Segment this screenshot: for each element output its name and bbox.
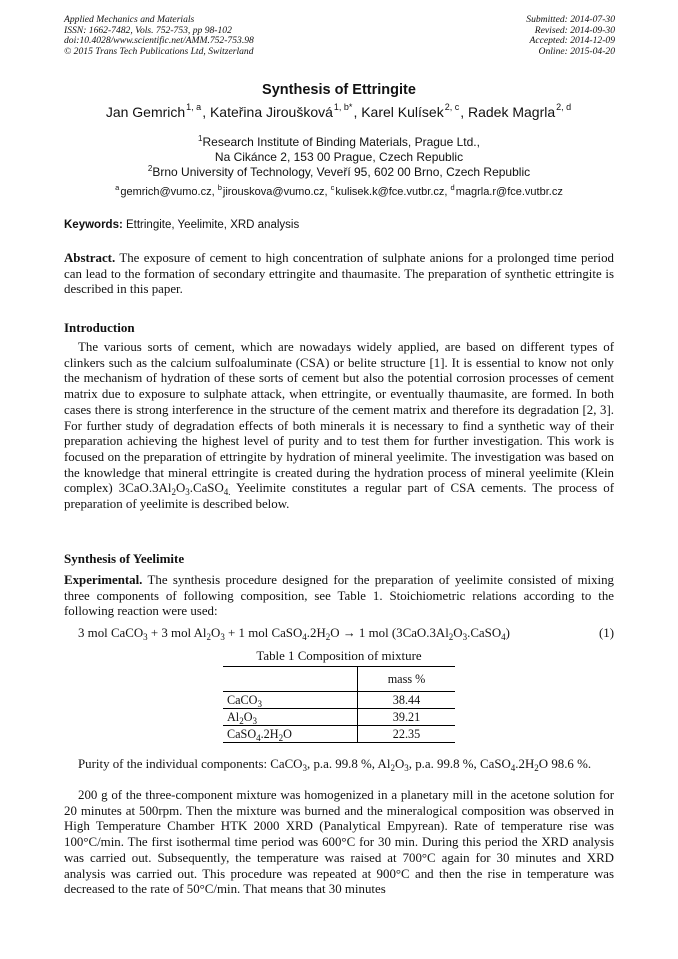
abstract (64, 251, 614, 298)
date-revised: Revised: 2014-09-30 (534, 24, 615, 36)
purity-paragraph: Purity of the individual components: CaCO$_3$, p.a. 99.8 %, $Al_2O_3$, p.a. 99.8 %, $CaSO_4.2H_2O$ 98.6 %. (78, 757, 592, 773)
affiliation-sup: 1 (198, 134, 203, 143)
affiliation-line: Research Institute of Binding Materials, Prague Ltd., (202, 135, 480, 149)
paper-title: Synthesis of Ettringite (262, 82, 416, 98)
author-separator: , (202, 104, 210, 120)
author-affil-sup: 2, c (444, 102, 460, 112)
experimental-paragraph (64, 573, 614, 620)
author-affil-sup: 2, d (556, 102, 572, 112)
date-submitted: Submitted: 2014-07-30 (526, 14, 615, 25)
author-name: Kateřina Jiroušková (209, 104, 333, 120)
table-caption: Table 1 Composition of mixture (256, 649, 422, 663)
abstract-text: The exposure of cement to high concentration of sulphate anions for a prolonged time period can lead to the formation of secondary ettringite and thaumasite. The preparation of synthetic ettringite is described in this paper. (64, 251, 614, 297)
component-mass: 22.35 (358, 726, 456, 743)
table-header-mass: mass % (358, 667, 456, 692)
formula-part: .CaSO (189, 481, 224, 496)
email-sup: a (115, 183, 120, 192)
email-sup: d (450, 183, 455, 192)
component-name: $CaSO_4.2H_2O$ (223, 726, 358, 743)
formula-sub: 2 (171, 487, 176, 498)
keywords (64, 219, 299, 231)
author-separator: , (353, 104, 362, 120)
procedure-paragraph (64, 788, 614, 898)
keywords-label: Keywords: (64, 219, 123, 231)
component-mass: 38.44 (358, 692, 456, 709)
date-online: Online: 2015-04-20 (538, 45, 615, 57)
synthesis-heading: Synthesis of Yeelimite (64, 551, 185, 566)
affiliation-line: Na Cikánce 2, 153 00 Prague, Czech Republic (214, 150, 464, 164)
abstract-label: Abstract. (64, 251, 116, 265)
email-sup: c (330, 183, 335, 192)
email-link[interactable]: jirouskova@vumo.cz (222, 186, 325, 198)
table-header-empty (223, 667, 358, 692)
email-link[interactable]: gemrich@vumo.cz (120, 186, 212, 198)
intro-paragraph-end: Yeelimite constitutes a regular part of CSA cements. The process of preparation of yeelimite is described below. (64, 481, 614, 512)
experimental-text: The synthesis procedure designed for the preparation of yeelimite consisted of mixing three components of following composition, see Table 1. Stoichiometric relations according to the following reaction were used: (64, 573, 614, 619)
formula-part: O (175, 481, 186, 496)
journal-copyright: © 2015 Trans Tech Publications Ltd, Switzerland (64, 45, 254, 57)
journal-name: Applied Mechanics and Materials (64, 14, 195, 25)
formula-sub: 3 (185, 487, 190, 498)
table-row (223, 726, 455, 743)
component-mass: 39.21 (358, 709, 456, 726)
affiliation-line: Brno University of Technology, Veveří 95, 602 00 Brno, Czech Republic (152, 165, 531, 179)
journal-doi: doi:10.4028/www.scientific.net/AMM.752-753.98 (64, 35, 254, 46)
component-name: CaCO$_3$ (223, 692, 358, 709)
table-row (223, 692, 455, 709)
author-affil-sup: 1, b* (333, 102, 353, 112)
journal-info (64, 15, 254, 57)
submission-dates (526, 15, 615, 57)
table-header-row (223, 667, 455, 692)
introduction-heading: Introduction (64, 320, 135, 335)
author-name: Jan Gemrich (105, 104, 186, 120)
journal-issn: ISSN: 1662-7482, Vols. 752-753, pp 98-102 (64, 24, 232, 36)
introduction-body (64, 340, 614, 513)
email-sup: b (217, 183, 222, 192)
composition-table (223, 666, 455, 743)
affiliation-sup: 2 (147, 164, 153, 173)
table-row (223, 709, 455, 726)
affiliation-1 (0, 131, 678, 165)
email-list: $^a$gemrich@vumo.cz, $^b$jirouskova@vumo.cz, $^c$kulisek.k@fce.vutbr.cz, $^d$magrla.r@fce.vutbr.cz (115, 183, 563, 198)
experimental-label: Experimental. (64, 573, 143, 587)
intro-paragraph: The various sorts of cement, which are nowadays widely applied, are based on different types of clinkers such as the calcium sulfoaluminate (CSA) or belite structure [1]. It is essential to know not only the mechanism of hydration of these sorts of cement but also the potential corrosion processes of cement matrix due to exposure to sulphate attack, when ettringite, or eventually thaumasite, are formed. In both cases there is strong interference in the structure of the cement matrix and therefore its degradation [2, 3]. For further study of degradation effects of both minerals it is necessary to find a synthetic way of their preparation achieving the highest level of purity and to test them for further investigation. This work is focused on the preparation of ettringite by hydration of mineral yeelimite. The investigation was based on the knowledge that mineral ettringite is created during the hydration process of mineral yeelimite (Klein complex) 3CaO.3Al (64, 340, 614, 496)
equation-number: (1) (598, 626, 614, 640)
author-name: Karel Kulísek (361, 104, 444, 120)
email-link[interactable]: kulisek.k@fce.vutbr.cz (335, 186, 445, 198)
reaction-equation: 3 mol CaCO$_3$ + 3 mol $Al_2O_3 + 1$ mol $CaSO_4.2H_2O \to 1$ mol $(3CaO.3Al_2O_3.CaSO_4)$ (1) (78, 626, 614, 642)
keywords-text: Ettringite, Yeelimite, XRD analysis (122, 219, 300, 231)
formula-sub: 4. (223, 487, 231, 498)
affiliation-2 (0, 161, 678, 180)
procedure-text: 200 g of the three-component mixture was homogenized in a planetary mill in the acetone solution for 20 minutes at 500rpm. Then the mixture was burned and the mineralogical composition was observed in High Temperature Chamber HTK 2000 XRD (Panalytical Empyrean). Rate of temperature rise was 100°C/min. The first isothermal time period was 600°C for 30 min. During this period the XRD analysis was carried out. Subsequently, the temperature was raised at 700°C again for 30 minutes and XRD analysis was carried out. This procedure was repeated at 900°C and then the rise in temperature was decreased to the rate of 50°C/min. That means that 30 minutes (64, 788, 614, 897)
author-separator: , (460, 104, 468, 120)
date-accepted: Accepted: 2014-12-09 (529, 35, 615, 46)
author-name: Radek Magrla (468, 104, 556, 120)
author-affil-sup: 1, a (186, 102, 202, 112)
email-link[interactable]: magrla.r@fce.vutbr.cz (455, 186, 563, 198)
author-list (0, 102, 678, 120)
component-name: $Al_2O_3$ (223, 709, 358, 726)
